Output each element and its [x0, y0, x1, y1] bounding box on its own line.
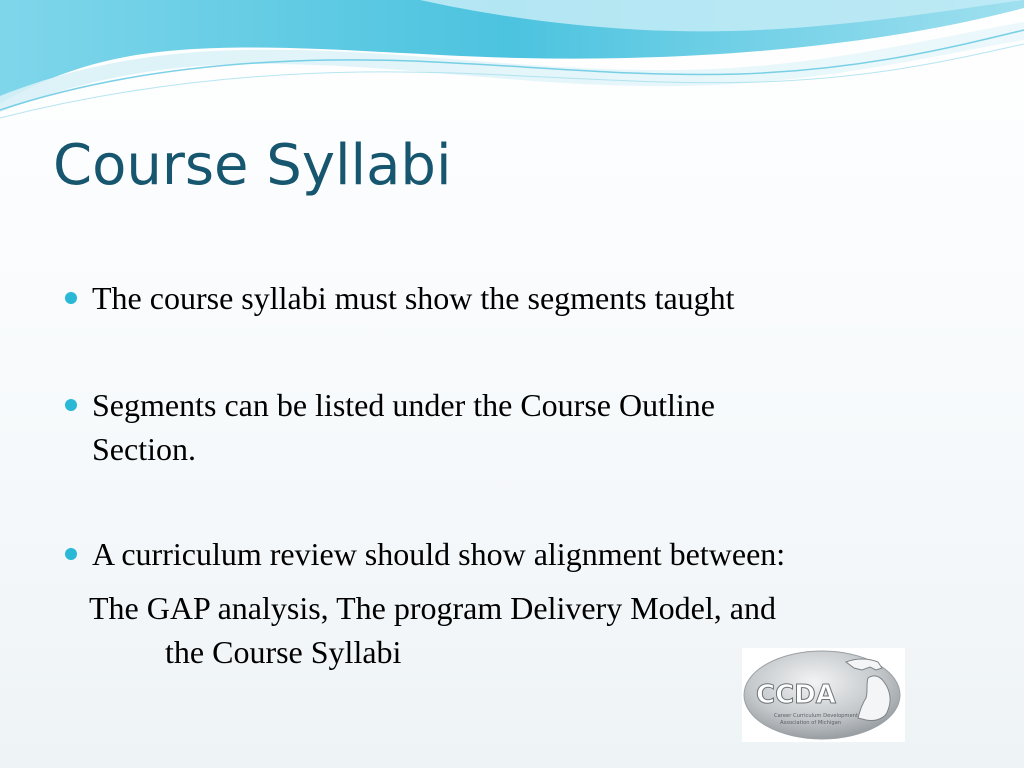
header-wave-decoration	[0, 0, 1024, 130]
slide-title: Course Syllabi	[53, 133, 452, 198]
ccda-logo	[742, 648, 905, 742]
bullet-text: A curriculum review should show alignment between:	[92, 536, 786, 572]
ccda-logo-graphic	[742, 648, 905, 742]
bullet-text: The course syllabi must show the segments taught	[92, 280, 735, 316]
bullet-text-line-1: Segments can be listed under the Course Outline	[92, 387, 715, 423]
continuation-line-1: The GAP analysis, The program Delivery Model, and	[89, 590, 776, 626]
logo-tagline-line-1: Career Curriculum Development	[774, 713, 859, 719]
bullet-dot-icon	[65, 548, 77, 560]
logo-tagline-line-2: Association of Michigan	[780, 720, 842, 726]
bullet-dot-icon	[65, 292, 77, 304]
logo-text: CCDA	[756, 680, 836, 710]
continuation-line-2: the Course Syllabi	[165, 634, 402, 670]
bullet-dot-icon	[65, 399, 77, 411]
bullet-text-line-2: Section.	[92, 431, 196, 467]
